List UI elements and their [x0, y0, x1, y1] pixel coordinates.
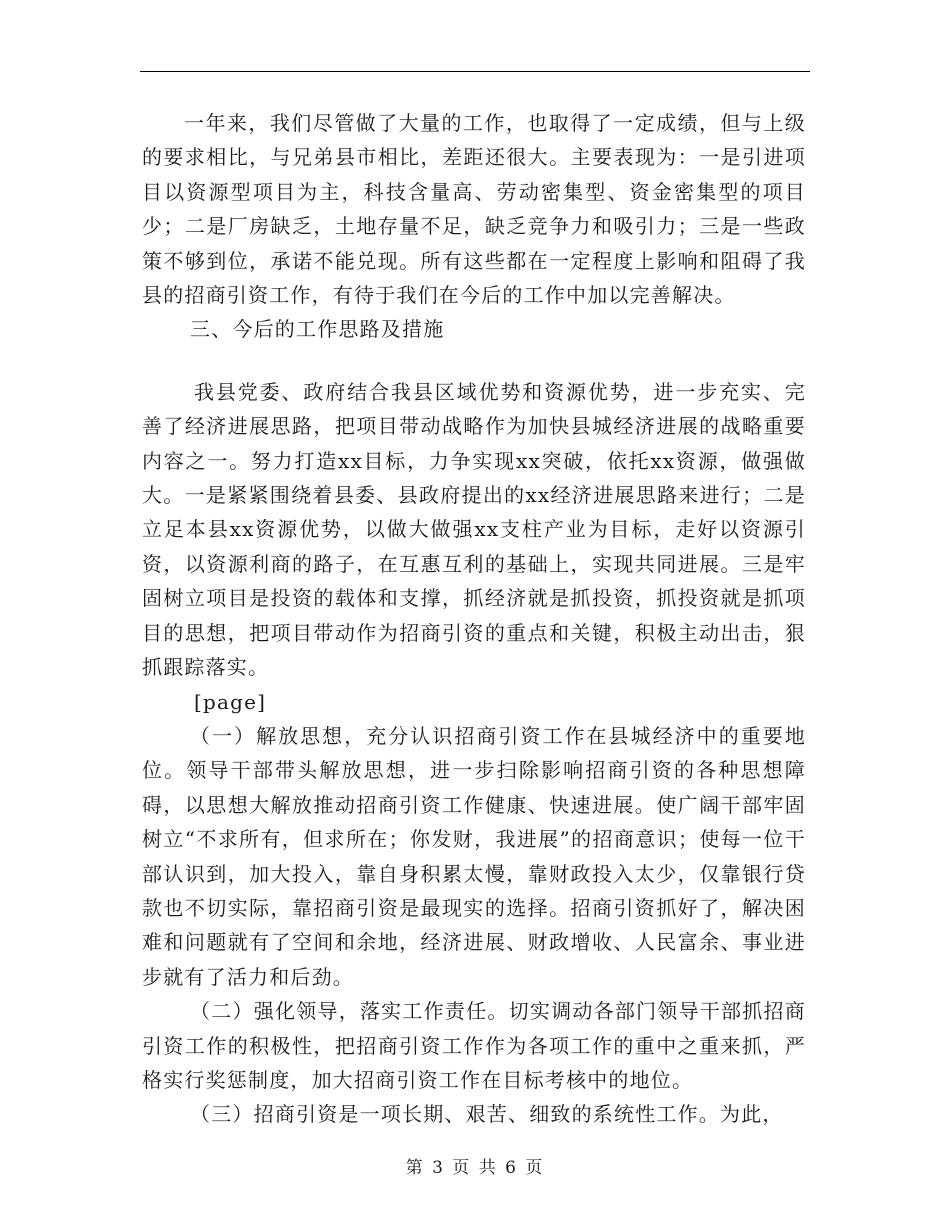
paragraph-item-2: （二）强化领导，落实工作责任。切实调动各部门领导干部抓招商引资工作的积极性，把招商引资工作作为各项工作的重中之重来抓，严格实行奖惩制度，加大招商引资工作在目标考核中的地位。 [142, 999, 806, 1092]
paragraph-item-1: （一）解放思想，充分认识招商引资工作在县城经济中的重要地位。领导干部带头解放思想，进一步扫除影响招商引资的各种思想障碍，以思想大解放推动招商引资工作健康、快速进展。使广阔干部牢固树立“不求所有，但求所在；你发财，我进展”的招商意识；使每一位干部认识到，加大投入，靠自身积累太慢，靠财政投入太少，仅靠银行贷款也不切实际，靠招商引资是最现实的选择。招商引资抓好了，解决困难和问题就有了空间和余地，经济进展、财政增收、人民富余、事业进步就有了活力和后劲。 [142, 723, 806, 989]
section-heading-3: 三、今后的工作思路及措施 [190, 317, 445, 342]
header-rule [140, 71, 810, 72]
paragraph-shortcomings: 一年来，我们尽管做了大量的工作，也取得了一定成绩，但与上级的要求相比，与兄弟县市相比，差距还很大。主要表现为：一是引进项目以资源型项目为主，科技含量高、劳动密集型、资金密集型的项目少；二是厂房缺乏，土地存量不足，缺乏竞争力和吸引力；三是一些政策不够到位，承诺不能兑现。所有这些都在一定程度上影响和阻碍了我县的招商引资工作，有待于我们在今后的工作中加以完善解决。 [142, 111, 806, 308]
page-number-footer: 第 3 页 共 6 页 [405, 1158, 545, 1178]
paragraph-strategy: 我县党委、政府结合我县区域优势和资源优势，进一步充实、完善了经济进展思路，把项目带动战略作为加快县城经济进展的战略重要内容之一。努力打造xx目标，力争实现xx突破，依托xx资源，做强做大。一是紧紧围绕着县委、县政府提出的xx经济进展思路来进行；二是立足本县xx资源优势，以做大做强xx支柱产业为目标，走好以资源引资，以资源利商的路子，在互惠互利的基础上，实现共同进展。三是牢固树立项目是投资的载体和支撑，抓经济就是抓投资，抓投资就是抓项目的思想，把项目带动作为招商引资的重点和关键，积极主动出击，狠抓跟踪落实。 [142, 379, 806, 680]
page-marker: [page] [194, 689, 267, 714]
paragraph-item-3: （三）招商引资是一项长期、艰苦、细致的系统性工作。为此， [190, 1102, 784, 1127]
document-body [142, 106, 806, 1132]
